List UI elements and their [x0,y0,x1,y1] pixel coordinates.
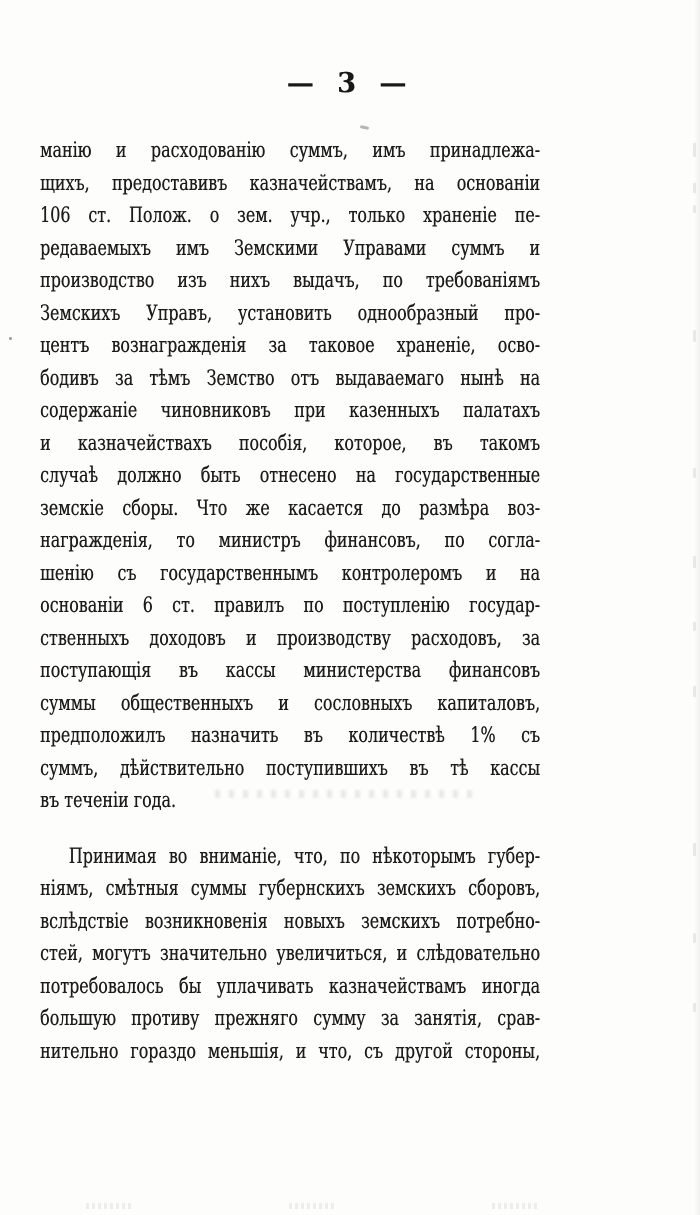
text-line: нительно гораздо меньшія, и что, съ другой стороны, [40,1038,541,1063]
text-line: 106 ст. Полож. о зем. учр., только храненіе пе- [40,203,541,227]
scan-edge-mark [693,622,696,631]
text-line: центъ вознагражденія за таковое храненіе, осво- [40,333,541,357]
scan-edge-mark [693,183,696,193]
paragraph [40,840,540,1068]
text-line: Принимая во вниманіе, что, по нѣкоторымъ губер- [68,843,541,868]
text-line: манію и расходованію суммъ, имъ принадлежа- [40,138,541,162]
text-line: потребовалось бы уплачивать казначействамъ иногда [40,973,541,998]
text-line: суммы общественныхъ и сословныхъ капиталовъ, [40,690,541,715]
text-line: награжденія, то министръ финансовъ, по согла- [40,528,541,552]
text-line: стей, могутъ значительно увеличиться, и слѣдовательно [40,941,541,965]
scan-bleedthrough-smudge [215,790,480,798]
paragraph [40,134,540,817]
text-line: вслѣдствіе возникновенія новыхъ земскихъ потребно- [40,908,541,933]
text-line: содержаніе чиновниковъ при казенныхъ палатахъ [40,398,541,422]
text-line: редаваемыхъ имъ Земскими Управами суммъ и [40,235,541,260]
scan-edge-mark [693,205,696,213]
page-number-header: — 3 — [286,68,414,99]
text-line: предположилъ назначить въ количествѣ 1% съ [40,723,541,747]
scan-watermark-smudge [492,1203,538,1209]
scan-watermark-smudge [289,1203,335,1209]
scan-edge-mark [693,933,696,943]
text-line: производство изъ нихъ выдачъ, по требованіямъ [40,268,541,292]
text-line: шенію съ государственнымъ контролеромъ и на [40,560,541,585]
scan-ink-fleck [360,125,369,130]
text-line: суммъ, дѣйствительно поступившихъ въ тѣ кассы [40,755,541,780]
scan-ink-dot [9,337,12,340]
scan-edge-mark [693,330,696,342]
text-line: большую противу прежняго сумму за занятія, срав- [40,1006,541,1030]
scan-edge-mark [693,468,696,478]
scan-edge-mark [693,843,696,856]
scan-edge-mark [693,1003,696,1012]
text-line: ніямъ, смѣтныя суммы губернскихъ земскихъ сборовъ, [40,876,541,900]
text-block [40,134,540,1067]
scan-watermark-smudge [86,1203,132,1209]
text-line: въ теченіи года. [40,788,176,812]
text-line: и казначействахъ пособія, которое, въ такомъ [40,430,541,455]
text-line: земскіе сборы. Что же касается до размѣра воз- [40,495,541,520]
text-line: случаѣ должно быть отнесено на государственные [40,463,541,487]
scan-edge-mark [693,556,696,568]
scan-edge-mark [693,686,696,697]
text-line: Земскихъ Управъ, установить однообразный про- [40,300,541,325]
text-line: поступающія въ кассы министерства финансовъ [40,658,541,682]
text-line: щихъ, предоставивъ казначействамъ, на основаніи [40,170,541,195]
text-line: бодивъ за тѣмъ Земство отъ выдаваемаго нынѣ на [40,365,541,390]
text-line: основаніи 6 ст. правилъ по поступленію государ- [40,593,541,617]
scan-edge-mark [693,143,696,157]
text-line: ственныхъ доходовъ и производству расходовъ, за [40,625,541,650]
